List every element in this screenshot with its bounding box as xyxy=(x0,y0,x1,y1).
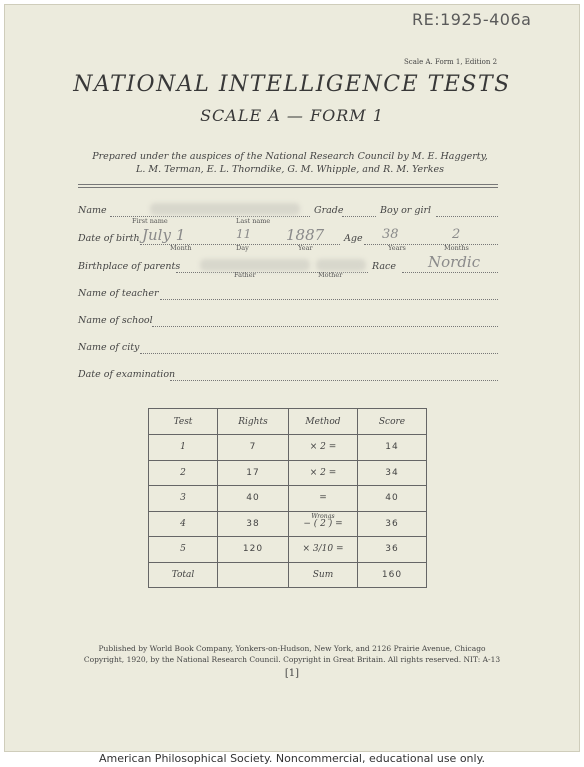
score-value: 34 xyxy=(358,460,427,486)
total-rights-empty xyxy=(218,562,289,588)
year-caption: Year xyxy=(298,244,313,252)
rights-value: 38 xyxy=(218,511,289,537)
dob-label: Date of birth xyxy=(78,233,140,244)
score-table xyxy=(148,408,427,588)
boy-or-girl-label: Boy or girl xyxy=(380,205,432,216)
score-value: 36 xyxy=(358,511,427,537)
footer-line-1: Published by World Book Company, Yonkers-on-Hudson, New York, and 2126 Prairie Avenue, Chicago xyxy=(98,644,486,653)
dob-month-handwritten: July 1 xyxy=(142,226,186,244)
method-formula: = xyxy=(289,486,358,512)
rights-value: 120 xyxy=(218,537,289,563)
rights-value: 7 xyxy=(218,435,289,461)
exam-date-field[interactable] xyxy=(170,380,498,381)
score-value: 40 xyxy=(358,486,427,512)
table-row xyxy=(149,511,427,537)
exam-date-label: Date of examination xyxy=(78,369,176,380)
prepared-by-note xyxy=(90,150,490,176)
city-label: Name of city xyxy=(78,342,140,353)
month-caption: Month xyxy=(170,244,192,252)
score-value: 14 xyxy=(358,435,427,461)
method-formula: × 3/10 = xyxy=(289,537,358,563)
age-field[interactable] xyxy=(364,244,498,245)
prepared-line-1: Prepared under the auspices of the National Research Council by M. E. Haggerty, xyxy=(92,151,488,162)
divider-bottom xyxy=(78,187,498,188)
test-number: 4 xyxy=(149,511,218,537)
name-label: Name xyxy=(78,205,107,216)
method-formula: × 2 = xyxy=(289,460,358,486)
scale-reference: Scale A. Form 1, Edition 2 xyxy=(404,58,498,66)
page-title: NATIONAL INTELLIGENCE TESTS xyxy=(73,72,511,97)
age-years-handwritten: 38 xyxy=(382,227,399,242)
rights-value: 17 xyxy=(218,460,289,486)
table-row xyxy=(149,460,427,486)
publisher-footer xyxy=(0,643,584,665)
table-row xyxy=(149,435,427,461)
birthplace-label: Birthplace of parents xyxy=(78,261,181,272)
footer-line-2: Copyright, 1920, by the National Research Council. Copyright in Great Britain. All rights reserved. NIT: A-13 xyxy=(83,655,501,664)
race-handwritten: Nordic xyxy=(428,253,481,271)
grade-field[interactable] xyxy=(342,216,376,217)
table-total-row xyxy=(149,562,427,588)
method-formula: − ( 2 ) = xyxy=(303,518,343,529)
race-field[interactable] xyxy=(402,272,498,273)
dob-year-handwritten: 1887 xyxy=(286,226,325,244)
header-method: Method xyxy=(289,409,358,435)
wrongs-label: Wrongs xyxy=(311,512,335,520)
registration-stamp: RE:1925-406a xyxy=(412,10,532,29)
table-row xyxy=(149,537,427,563)
father-caption: Father xyxy=(234,271,256,279)
test-number: 1 xyxy=(149,435,218,461)
grade-label: Grade xyxy=(314,205,344,216)
age-label: Age xyxy=(344,233,363,244)
table-row xyxy=(149,486,427,512)
day-caption: Day xyxy=(236,244,249,252)
teacher-label: Name of teacher xyxy=(78,288,159,299)
page-number: [1] xyxy=(284,668,300,679)
teacher-field[interactable] xyxy=(160,299,498,300)
redacted-mother xyxy=(316,259,366,271)
total-label: Total xyxy=(149,562,218,588)
school-field[interactable] xyxy=(152,326,498,327)
test-number: 3 xyxy=(149,486,218,512)
total-score: 160 xyxy=(358,562,427,588)
redacted-father xyxy=(200,259,310,271)
last-name-caption: Last name xyxy=(236,217,271,225)
header-rights: Rights xyxy=(218,409,289,435)
method-formula: × 2 = xyxy=(289,435,358,461)
school-label: Name of school xyxy=(78,315,153,326)
test-number: 2 xyxy=(149,460,218,486)
months-caption: Months xyxy=(444,244,469,252)
method-formula-cell xyxy=(289,511,358,537)
rights-value: 40 xyxy=(218,486,289,512)
redacted-name xyxy=(150,203,300,215)
header-test: Test xyxy=(149,409,218,435)
age-months-handwritten: 2 xyxy=(452,227,461,242)
race-label: Race xyxy=(372,261,396,272)
city-field[interactable] xyxy=(140,353,498,354)
archive-caption: American Philosophical Society. Noncommercial, educational use only. xyxy=(98,752,486,765)
boy-or-girl-field[interactable] xyxy=(436,216,498,217)
test-number: 5 xyxy=(149,537,218,563)
divider-top xyxy=(78,184,498,185)
dob-day-handwritten: 11 xyxy=(236,227,252,241)
page-subtitle: SCALE A — FORM 1 xyxy=(200,106,384,125)
header-score: Score xyxy=(358,409,427,435)
sum-label: Sum xyxy=(289,562,358,588)
mother-caption: Mother xyxy=(318,271,343,279)
score-value: 36 xyxy=(358,537,427,563)
years-caption: Years xyxy=(388,244,406,252)
first-name-caption: First name xyxy=(132,217,168,225)
prepared-line-2: L. M. Terman, E. L. Thorndike, G. M. Whipple, and R. M. Yerkes xyxy=(136,164,444,175)
table-header-row xyxy=(149,409,427,435)
